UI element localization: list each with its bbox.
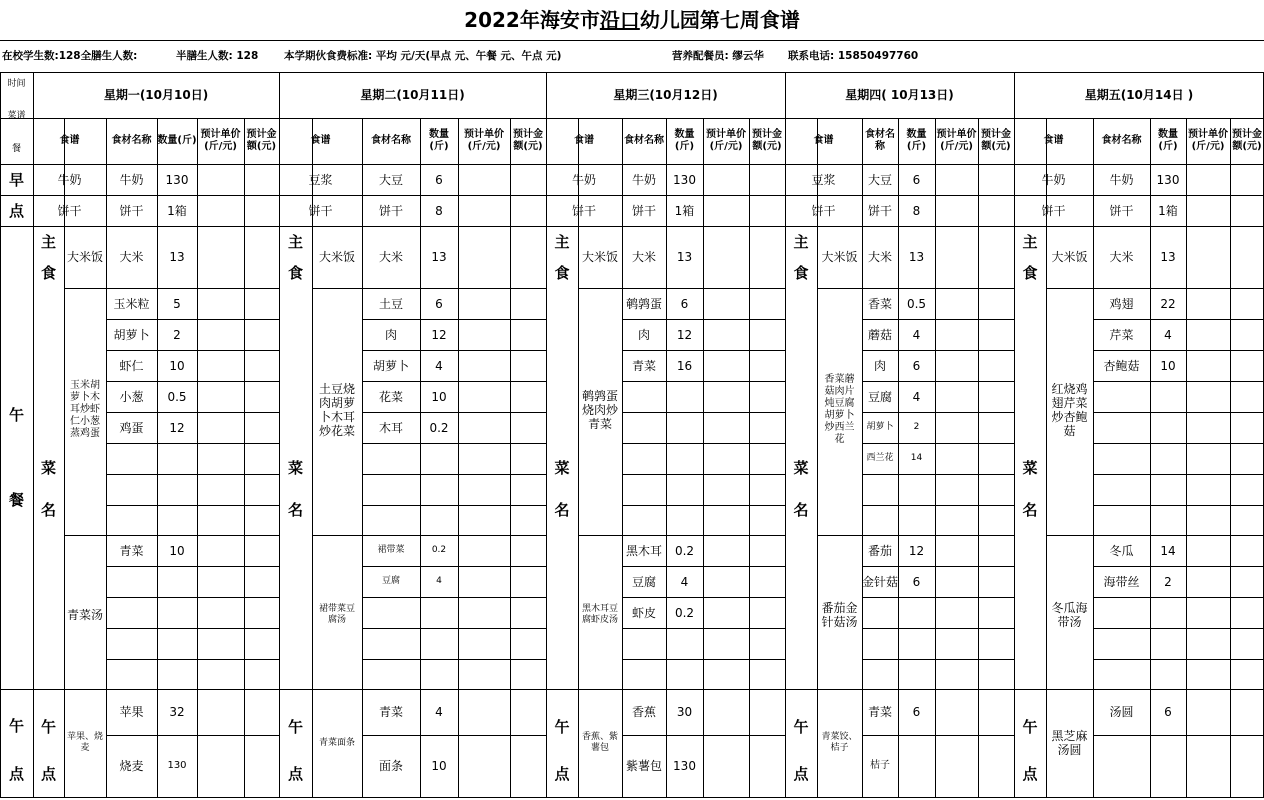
staple-label: 食	[793, 264, 809, 282]
grid-line	[1093, 412, 1264, 413]
snack-menu: 黑芝麻汤圆	[1051, 729, 1088, 757]
col-header-qty: 数量(斤)	[1158, 129, 1178, 152]
dish-qty: 4	[435, 358, 443, 373]
grid-line	[622, 474, 786, 475]
snack-label: 点	[1022, 764, 1038, 783]
soup-qty: 4	[680, 574, 689, 589]
col-header-amount: 预计金额(元)	[752, 129, 782, 152]
staple-label: 食	[40, 264, 56, 282]
staple-menu: 大米饭	[1051, 250, 1088, 264]
dish-ingredient: 肉	[384, 327, 397, 342]
snack-menu: 香蕉、紫薯包	[581, 732, 618, 753]
grid-line	[622, 628, 786, 629]
staple-label: 主	[554, 233, 570, 251]
grid-line	[862, 659, 1015, 660]
snack-label: 午	[1022, 718, 1038, 736]
grid-line	[362, 505, 547, 506]
grid-line	[749, 118, 750, 798]
dish-ingredient: 虾仁	[119, 358, 144, 373]
dish-ingredient: 鸡翅	[1109, 296, 1134, 311]
snack-qty: 4	[435, 705, 443, 719]
staple-label: 主	[40, 233, 56, 251]
col-header-price: 预计单价(斤/元)	[1188, 129, 1228, 152]
breakfast-qty: 6	[435, 172, 443, 187]
breakfast-qty: 130	[165, 172, 189, 187]
breakfast-qty: 1箱	[1158, 203, 1178, 218]
grid-line	[817, 535, 863, 536]
grid-line	[1093, 735, 1264, 736]
soup-qty: 0.2	[674, 543, 695, 558]
staple-menu: 大米饭	[821, 250, 858, 264]
soup-ingredient: 豆腐	[631, 574, 656, 589]
dish-label: 名	[793, 501, 809, 519]
dish-ingredient: 胡萝卜	[113, 327, 150, 342]
grid-line	[197, 118, 198, 798]
corner-meal: 餐	[11, 144, 21, 154]
col-header-qty: 数量(斤)	[906, 129, 927, 152]
snack-qty: 10	[431, 759, 447, 773]
breakfast-menu: 牛奶	[1041, 172, 1066, 187]
day-header: 星期二(10月11日)	[360, 88, 465, 102]
dish-qty: 6	[680, 296, 689, 311]
grid-line	[862, 597, 1015, 598]
half-board-count: 半膳生人数: 128	[176, 50, 259, 62]
snack-label: 点	[554, 764, 570, 783]
col-header-menu: 食谱	[574, 135, 594, 146]
snack-ingredient: 青菜	[378, 705, 403, 719]
dish-ingredient: 肉	[637, 327, 650, 342]
snack-qty: 130	[673, 759, 696, 773]
soup-ingredient: 金针菇	[862, 574, 898, 589]
soup-qty: 0.2	[431, 545, 447, 555]
breakfast-ingredient: 饼干	[378, 203, 403, 218]
staple-menu: 大米饭	[581, 250, 618, 264]
breakfast-ingredient: 饼干	[867, 203, 892, 218]
staple-ingredient: 大米	[378, 250, 403, 264]
grid-line	[703, 118, 704, 798]
snack-label: 午	[40, 718, 56, 736]
col-header-qty: 数量(斤)	[429, 129, 449, 152]
staple-ingredient: 大米	[867, 250, 892, 264]
grid-line	[1093, 659, 1264, 660]
dish-qty: 4	[1164, 327, 1172, 342]
dish-qty: 0.5	[906, 296, 927, 311]
meal-label-lunch: 午	[8, 406, 24, 424]
snack-ingredient: 紫薯包	[625, 759, 662, 773]
dish-qty: 10	[1160, 358, 1176, 373]
dish-label: 名	[40, 501, 56, 519]
staple-label: 主	[1022, 233, 1038, 251]
corner-menu: 菜谱	[7, 110, 26, 121]
breakfast-qty: 8	[912, 203, 921, 218]
col-header-price: 预计单价(斤/元)	[706, 129, 746, 152]
grid-line	[1093, 443, 1264, 444]
dish-qty: 5	[173, 296, 181, 311]
grid-line	[622, 381, 786, 382]
col-header-ingredient: 食材名称	[624, 135, 664, 146]
col-header-price: 预计单价(斤/元)	[936, 129, 977, 152]
snack-label: 午	[554, 718, 570, 736]
breakfast-menu: 饼干	[308, 203, 333, 218]
staple-label: 食	[1022, 264, 1038, 282]
breakfast-menu: 饼干	[1041, 203, 1066, 218]
dish-ingredient: 鸡蛋	[119, 420, 144, 435]
dish-qty: 0.2	[429, 420, 449, 435]
dish-ingredient: 芹菜	[1109, 327, 1134, 342]
breakfast-menu: 牛奶	[571, 172, 596, 187]
staple-label: 食	[287, 264, 303, 282]
soup-qty: 0.2	[674, 605, 695, 620]
dish-menu: 土豆烧肉胡萝卜木耳炒花菜	[318, 382, 355, 438]
snack-ingredient: 面条	[378, 759, 403, 773]
grid-line	[106, 566, 280, 567]
dish-qty: 22	[1160, 296, 1176, 311]
dish-qty: 2	[913, 422, 920, 432]
breakfast-qty: 6	[912, 172, 921, 187]
col-header-menu: 食谱	[59, 135, 80, 146]
corner-time: 时间	[7, 79, 26, 89]
day-header: 星期四( 10月13日)	[845, 88, 954, 102]
breakfast-menu: 豆浆	[811, 172, 836, 187]
grid-line	[362, 628, 547, 629]
soup-ingredient: 黑木耳	[625, 543, 662, 558]
staple-qty: 13	[908, 250, 925, 264]
col-header-ingredient: 食材名称	[1101, 135, 1142, 146]
staple-qty: 13	[431, 250, 447, 264]
dish-menu: 红烧鸡翅芹菜炒杏鲍菇	[1051, 382, 1088, 438]
meal-label-snack: 午	[8, 716, 24, 735]
dish-qty: 10	[169, 358, 185, 373]
day-header: 星期五(10月14日 )	[1084, 88, 1194, 102]
soup-qty: 12	[908, 543, 925, 558]
snack-label: 点	[40, 764, 56, 783]
snack-label: 点	[287, 764, 303, 783]
grid-line	[510, 118, 511, 798]
snack-ingredient: 苹果	[119, 705, 144, 719]
dish-qty: 6	[912, 358, 921, 373]
soup-qty: 6	[912, 574, 921, 589]
dish-menu: 鹌鹑蛋烧肉炒青菜	[582, 389, 619, 431]
breakfast-ingredient: 饼干	[1109, 203, 1134, 218]
page-title: 2022年海安市沿口幼儿园第七周食谱	[0, 0, 1264, 41]
dish-qty: 10	[431, 389, 447, 404]
soup-menu: 黑木耳豆腐虾皮汤	[581, 604, 618, 625]
nutrition-staff: 营养配餐员: 缪云华	[672, 50, 764, 62]
dish-menu: 香菜蘑菇肉片炖豆腐胡萝卜炒西兰花	[824, 374, 855, 445]
grid-line	[458, 118, 459, 798]
dish-ingredient: 西兰花	[866, 453, 894, 463]
grid-line	[1093, 505, 1264, 506]
soup-ingredient: 虾皮	[631, 605, 656, 620]
dish-label: 名	[1022, 501, 1038, 519]
col-header-menu: 食谱	[813, 135, 834, 146]
soup-ingredient: 裙带菜	[377, 545, 405, 555]
dish-qty: 4	[912, 389, 921, 404]
staple-label: 主	[793, 233, 809, 251]
snack-qty: 6	[912, 705, 921, 719]
meal-label-snack: 点	[8, 764, 24, 783]
dish-qty: 12	[431, 327, 447, 342]
col-header-ingredient: 食材名称	[865, 129, 895, 152]
snack-ingredient: 汤圆	[1109, 705, 1134, 719]
dish-label: 菜	[40, 458, 56, 477]
snack-ingredient: 桔子	[870, 760, 890, 771]
dish-qty: 2	[173, 327, 181, 342]
soup-ingredient: 青菜	[119, 543, 144, 558]
breakfast-qty: 130	[1156, 172, 1180, 187]
snack-qty: 30	[676, 705, 693, 719]
breakfast-qty: 1箱	[167, 203, 187, 218]
grid-line	[622, 505, 786, 506]
soup-menu: 裙带菜豆腐汤	[318, 604, 355, 625]
snack-label: 点	[793, 764, 809, 783]
col-header-price: 预计单价(斤/元)	[464, 129, 504, 152]
grid-line	[106, 474, 280, 475]
dish-label: 名	[554, 501, 570, 519]
grid-line	[312, 535, 363, 536]
grid-line	[106, 628, 280, 629]
col-header-ingredient: 食材名称	[371, 135, 411, 146]
dish-ingredient: 胡萝卜	[866, 422, 894, 432]
staple-ingredient: 大米	[1109, 250, 1134, 264]
dish-label: 菜	[1022, 458, 1038, 477]
soup-qty: 10	[169, 543, 185, 558]
col-header-menu: 食谱	[1043, 135, 1064, 146]
soup-menu: 青菜汤	[67, 608, 104, 622]
col-header-menu: 食谱	[310, 135, 331, 146]
staple-qty: 13	[676, 250, 693, 264]
dish-qty: 14	[910, 453, 923, 463]
snack-qty: 130	[167, 760, 187, 771]
dish-label: 菜	[554, 458, 570, 477]
day-header: 星期三(10月12日)	[613, 88, 718, 102]
grid-line	[1230, 118, 1231, 798]
dish-ingredient: 青菜	[631, 358, 656, 373]
dish-ingredient: 香菜	[867, 296, 892, 311]
grid-line	[578, 535, 623, 536]
dish-qty: 4	[912, 327, 921, 342]
grid-line	[622, 412, 786, 413]
dish-ingredient: 花菜	[378, 389, 403, 404]
breakfast-ingredient: 大豆	[378, 172, 403, 187]
dish-ingredient: 小葱	[119, 389, 144, 404]
staple-menu: 大米饭	[66, 250, 103, 264]
staple-qty: 13	[1160, 250, 1176, 264]
grid-line	[362, 659, 547, 660]
dish-qty: 6	[435, 296, 443, 311]
dish-ingredient: 杏鲍菇	[1103, 358, 1140, 373]
grid-line	[1093, 597, 1264, 598]
dish-ingredient: 鹌鹑蛋	[625, 296, 662, 311]
col-header-price: 预计单价(斤/元)	[200, 129, 241, 152]
dish-qty: 12	[169, 420, 185, 435]
grid-line	[106, 505, 280, 506]
snack-label: 午	[793, 718, 809, 736]
snack-menu: 青菜饺、桔子	[821, 732, 858, 753]
grid-line	[244, 118, 245, 798]
soup-qty: 14	[1160, 543, 1176, 558]
col-header-qty: 数量(斤)	[674, 129, 695, 152]
soup-qty: 2	[1164, 574, 1172, 589]
grid-line	[362, 597, 547, 598]
grid-line	[1093, 381, 1264, 382]
col-header-amount: 预计金额(元)	[1232, 129, 1262, 152]
breakfast-ingredient: 大豆	[867, 172, 892, 187]
grid-line	[978, 118, 979, 798]
soup-menu: 冬瓜海带汤	[1051, 601, 1088, 629]
dish-qty: 12	[676, 327, 693, 342]
school-name: 沿口	[599, 8, 640, 32]
grid-line	[106, 443, 280, 444]
soup-ingredient: 冬瓜	[1109, 543, 1134, 558]
day-header: 星期一(10月10日)	[103, 88, 209, 102]
grid-line	[622, 659, 786, 660]
breakfast-menu: 豆浆	[308, 172, 333, 187]
snack-label: 午	[287, 718, 303, 736]
soup-qty: 4	[436, 576, 442, 586]
grid-line	[862, 474, 1015, 475]
dish-ingredient: 土豆	[378, 296, 403, 311]
staple-qty: 13	[169, 250, 185, 264]
soup-menu: 番茄金针菇汤	[821, 601, 858, 629]
grid-line	[106, 659, 280, 660]
grid-line	[64, 535, 107, 536]
breakfast-menu: 饼干	[811, 203, 836, 218]
dish-qty: 0.5	[167, 389, 187, 404]
dish-qty: 16	[676, 358, 693, 373]
dish-label: 菜	[793, 458, 809, 477]
dish-ingredient: 蘑菇	[867, 327, 892, 342]
breakfast-menu: 饼干	[57, 203, 82, 218]
breakfast-menu: 饼干	[571, 203, 596, 218]
snack-ingredient: 香蕉	[631, 705, 656, 719]
col-header-amount: 预计金额(元)	[513, 129, 543, 152]
meal-label-lunch: 餐	[8, 491, 24, 509]
snack-menu: 青菜面条	[318, 737, 355, 748]
dish-ingredient: 木耳	[378, 420, 403, 435]
meal-label-breakfast: 早	[8, 170, 24, 189]
dish-label: 名	[287, 501, 303, 519]
grid-line	[1093, 628, 1264, 629]
breakfast-ingredient: 牛奶	[631, 172, 656, 187]
dish-menu: 玉米胡萝卜木耳炒虾仁小葱蒸鸡蛋	[70, 380, 100, 439]
grid-line	[622, 443, 786, 444]
grid-line	[935, 118, 936, 798]
fee-standard: 本学期伙食费标准: 平均 元/天(早点 元、午餐 元、午点 元)	[284, 50, 562, 62]
staple-ingredient: 大米	[119, 250, 144, 264]
breakfast-ingredient: 饼干	[119, 203, 144, 218]
grid-line	[862, 505, 1015, 506]
breakfast-qty: 130	[673, 172, 696, 187]
staple-label: 主	[287, 233, 303, 251]
snack-ingredient: 烧麦	[119, 759, 144, 773]
grid-line	[0, 797, 1264, 798]
grid-line	[862, 628, 1015, 629]
dish-ingredient: 胡萝卜	[372, 358, 409, 373]
breakfast-qty: 8	[435, 203, 443, 218]
dish-ingredient: 肉	[873, 358, 886, 373]
staple-label: 食	[554, 264, 570, 282]
soup-ingredient: 番茄	[867, 543, 892, 558]
breakfast-ingredient: 牛奶	[1109, 172, 1134, 187]
dish-ingredient: 豆腐	[867, 389, 892, 404]
col-header-amount: 预计金额(元)	[246, 129, 277, 152]
dish-ingredient: 玉米粒	[113, 296, 150, 311]
snack-menu: 苹果、烧麦	[67, 732, 104, 753]
breakfast-ingredient: 牛奶	[119, 172, 144, 187]
col-header-amount: 预计金额(元)	[981, 129, 1011, 152]
contact-phone: 联系电话: 15850497760	[788, 50, 919, 62]
dish-label: 菜	[287, 458, 303, 477]
breakfast-menu: 牛奶	[57, 172, 82, 187]
snack-qty: 6	[1164, 705, 1172, 719]
snack-qty	[898, 735, 935, 797]
student-count: 在校学生数:128全膳生人数:	[2, 50, 138, 62]
col-header-ingredient: 食材名称	[111, 135, 152, 146]
breakfast-ingredient: 饼干	[631, 203, 656, 218]
meal-label-breakfast: 点	[8, 201, 24, 220]
grid-line	[106, 597, 280, 598]
staple-menu: 大米饭	[318, 250, 355, 264]
soup-ingredient: 海带丝	[1103, 574, 1140, 589]
col-header-qty: 数量(斤)	[157, 135, 197, 146]
grid-line	[1093, 474, 1264, 475]
grid-line	[362, 443, 547, 444]
breakfast-qty: 1箱	[674, 203, 695, 218]
staple-ingredient: 大米	[631, 250, 656, 264]
grid-line	[1046, 535, 1094, 536]
soup-ingredient: 豆腐	[381, 576, 400, 586]
grid-line	[1186, 118, 1187, 798]
grid-line	[362, 474, 547, 475]
snack-ingredient: 青菜	[867, 705, 892, 719]
snack-qty: 32	[169, 705, 185, 719]
